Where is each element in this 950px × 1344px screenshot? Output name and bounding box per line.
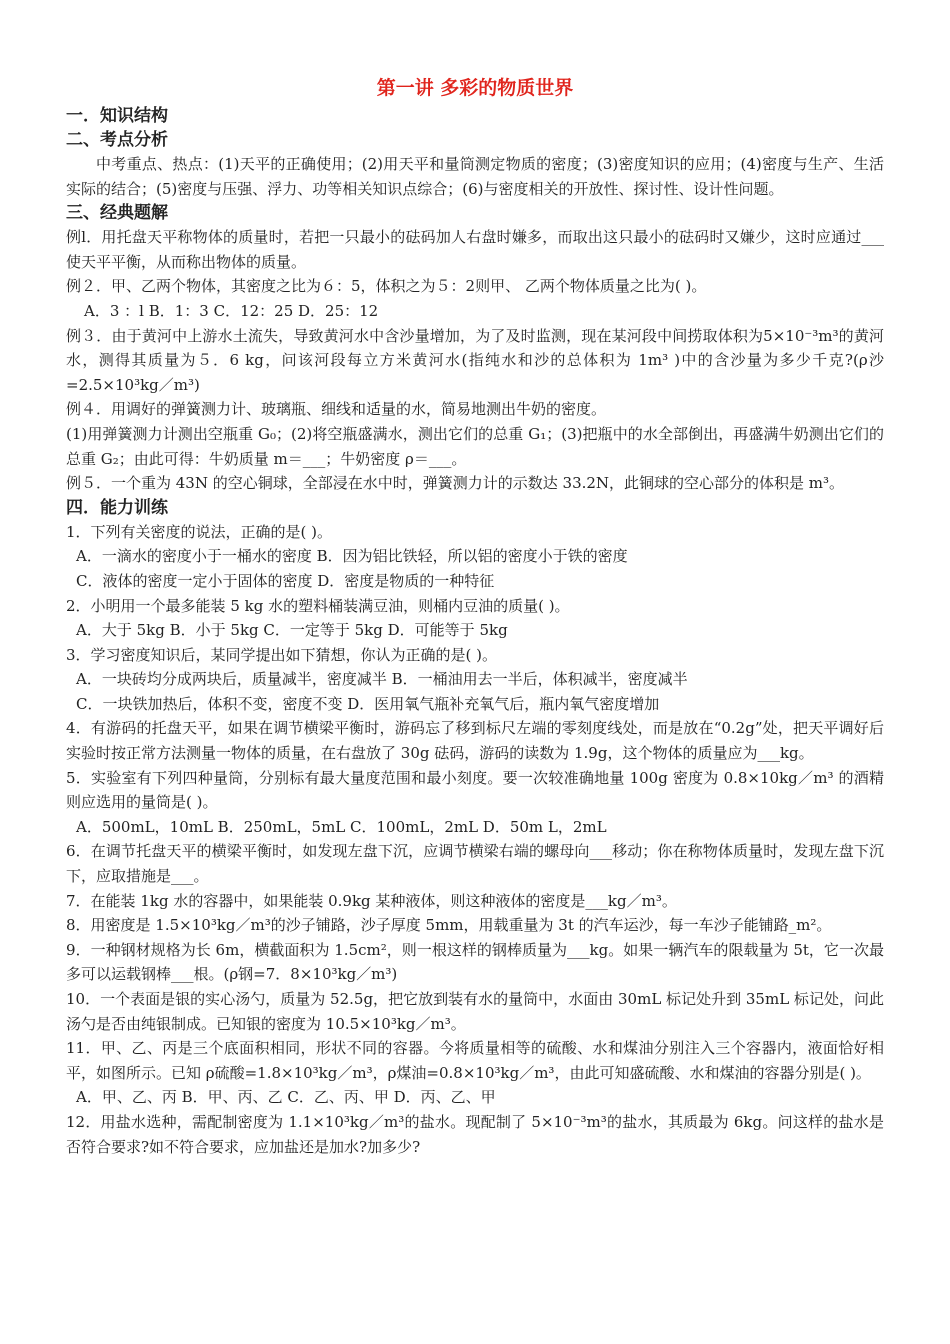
exercise-question: 12．用盐水选种，需配制密度为 1.1×10³kg／m³的盐水。现配制了 5×10⁻³m³的盐水，其质最为 6kg。问这样的盐水是否符合要求?如不符合要求，应加盐还是加水?加多少? [66,1112,884,1156]
exercise-question: 8．用密度是 1.5×10³kg／m³的沙子铺路，沙子厚度 5mm，用载重量为 3t 的汽车运沙，每一车沙子能铺路_m²。 [66,916,832,935]
exercise-option-line: C．一块铁加热后，体积不变，密度不变 D．医用氧气瓶补充氧气后，瓶内氧气密度增加 [76,694,660,713]
exercise-question: 6．在调节托盘天平的横梁平衡时，如发现左盘下沉，应调节横梁右端的螺母向___移动；你在称物体质量时，发现左盘下沉下，应取措施是___。 [66,842,884,886]
exercise-question: 7．在能装 1kg 水的容器中，如果能装 0.9kg 某种液体，则这种液体的密度是___kg／m³。 [66,891,677,910]
exercise-question: 11．甲、乙、丙是三个底面积相同，形状不同的容器。今将质量相等的硫酸、水和煤油分别注入三个容器内，液面恰好相平，如图所示。已知 ρ硫酸=1.8×10³kg／m³，ρ煤油=0.8×10³kg／m³，由此可知盛硫酸、水和煤油的容器分别是( )。 [66,1039,884,1082]
exercise-question: 1．下列有关密度的说法，正确的是( )。 [66,522,333,541]
lesson-title: 第一讲 多彩的物质世界 [376,77,574,99]
exercise-4 [66,716,884,765]
exercise-option-line: A．一滴水的密度小于一桶水的密度 B．因为铝比铁轻，所以铝的密度小于铁的密度 [76,547,628,566]
exercise-8 [66,913,884,938]
exercise-option-line: A．大于 5kg B．小于 5kg C．一定等于 5kg D．可能等于 5kg [76,621,508,640]
exercise-11 [66,1036,884,1110]
example-2: 例２．甲、乙两个物体，其密度之比为６：5，体积之为５：2则甲、 乙两个物体质量之比为( )。 [66,277,707,296]
section-heading-training: 四．能力训练 [66,497,168,518]
document-page [66,74,884,1159]
exercise-question: 9．一种钢材规格为长 6m，横截面积为 1.5cm²，则一根这样的钢棒质量为___kg。如果一辆汽车的限载量为 5t，它一次最多可以运载钢棒___根。(ρ钢=7．8×10³kg／m³) [66,940,884,984]
example-5: 例５．一个重为 43N 的空心铜球，全部浸在水中时，弹簧测力计的示数达 33.2N，此铜球的空心部分的体积是 m³。 [66,474,845,493]
exercise-option-line: A．一块砖均分成两块后，质量减半，密度减半 B．一桶油用去一半后，体积减半，密度减半 [76,670,688,689]
exercise-option-line: C．液体的密度一定小于固体的密度 D．密度是物质的一种特征 [76,571,495,590]
exercise-question: 4．有游码的托盘天平，如果在调节横梁平衡时，游码忘了移到标尺左端的零刻度线处，而是放在“0.2g”处，把天平调好后实验时按正常方法测量一物体的质量，在右盘放了 30g 砝码，游码的读数为 1.9g，这个物体的质量应为___kg。 [66,719,884,763]
example-4-steps: (1)用弹簧测力计测出空瓶重 G₀；(2)将空瓶盛满水，测出它们的总重 G₁；(3)把瓶中的水全部倒出，再盛满牛奶测出它们的总重 G₂；由此可得：牛奶质量 m＝___；牛奶密度 ρ＝___。 [66,424,884,468]
exercise-9 [66,938,884,987]
exercise-6 [66,839,884,888]
example-1: 例l．用托盘天平称物体的质量时，若把一只最小的砝码加人右盘时嫌多，而取出这只最小的砝码时又嫌少，这时应通过___使天平平衡，从而称出物体的质量。 [66,228,884,271]
section-heading-examples: 三、经典题解 [66,203,168,224]
example-3: 例３．由于黄河中上游水土流失，导致黄河水中含沙量增加，为了及时监测，现在某河段中间捞取体积为5×10⁻³m³的黄河水，测得其质量为５．6 kg，问该河段每立方米黄河水(指纯水和沙的总体积为 1m³ )中的含沙量为多少千克?(ρ沙=2.5×10³kg／m³) [66,326,884,394]
exercise-12 [66,1110,884,1159]
exercise-10 [66,987,884,1036]
section-heading-analysis: 二、考点分析 [66,130,168,150]
exercise-option-line: A．500mL，10mL B．250mL，5mL C．100mL，2mL D．50m L，2mL [76,817,607,836]
exercise-question: 10．一个表面是银的实心汤勺，质量为 52.5g，把它放到装有水的量筒中，水面由 30mL 标记处升到 35mL 标记处，问此汤勺是否由纯银制成。已知银的密度为 10.5×10³kg／m³。 [66,990,884,1033]
section-heading-knowledge: 一．知识结构 [66,106,168,126]
exercise-question: 2．小明用一个最多能装 5 kg 水的塑料桶装满豆油，则桶内豆油的质量( )。 [66,596,570,615]
example-4: 例４．用调好的弹簧测力计、玻璃瓶、细线和适量的水，简易地测出牛奶的密度。 [66,400,607,419]
exercise-question: 5．实验室有下列四种量筒，分别标有最大量度范围和最小刻度。要一次较准确地量 100g 密度为 0.8×10kg／m³ 的酒精则应选用的量筒是( )。 [66,768,884,812]
exercise-question: 3．学习密度知识后，某同学提出如下猜想，你认为正确的是( )。 [66,645,498,664]
exercise-2 [66,594,884,643]
exercise-7 [66,889,884,914]
exercise-5 [66,766,884,840]
analysis-text: 中考重点、热点：(1)天平的正确使用；(2)用天平和量筒测定物质的密度；(3)密度知识的应用；(4)密度与生产、生活实际的结合；(5)密度与压强、浮力、功等相关知识点综合；(6)与密度相关的开放性、探讨性、设计性问题。 [66,155,884,198]
exercise-1 [66,520,884,594]
example-2-options: A．3 ：l B．1：3 C．12：25 D．25：12 [84,301,379,320]
exercise-3 [66,643,884,717]
exercise-option-line: A．甲、乙、丙 B．甲、丙、乙 C．乙、丙、甲 D．丙、乙、甲 [76,1088,496,1107]
